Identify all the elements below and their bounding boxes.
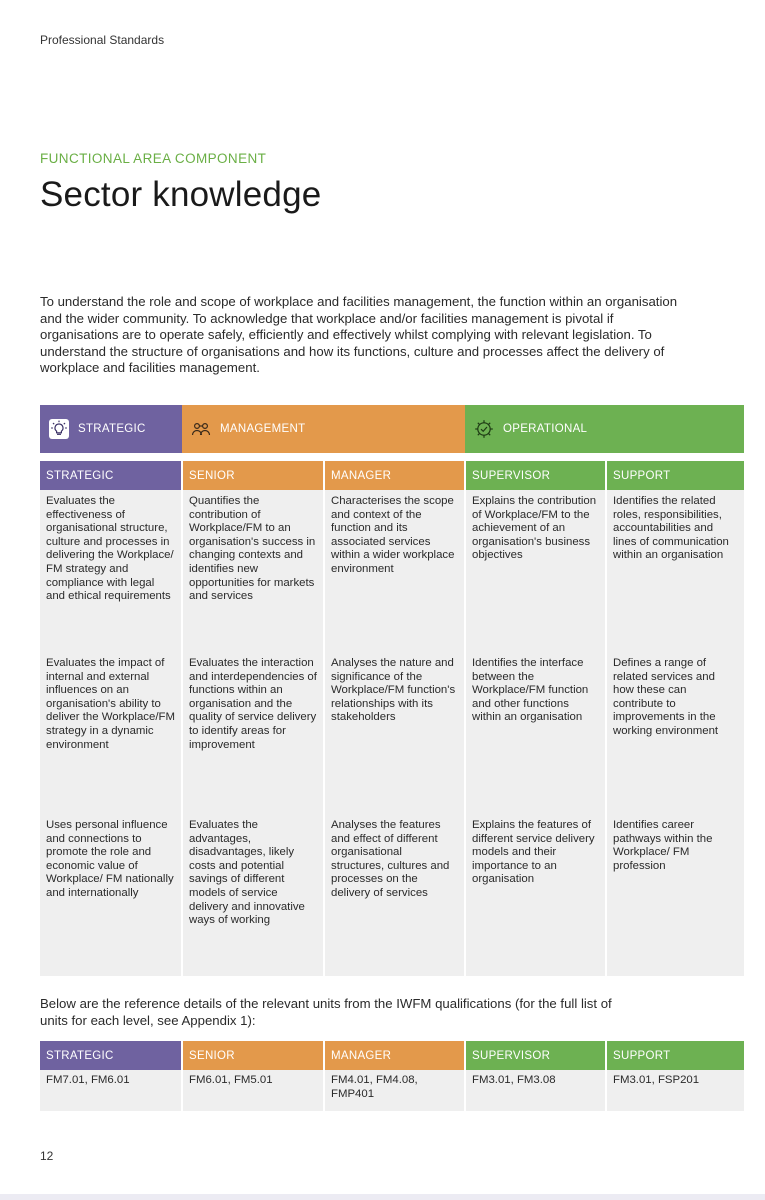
table-cell: Evaluates the effectiveness of organisational structure, culture and processes in delivering the Workplace/ FM strategy and compliance with legal and ethical requirements [40,490,182,652]
col-header-manager: MANAGER [324,461,465,490]
table-cell: Analyses the nature and significance of the Workplace/FM function's relationships with its stakeholders [324,652,465,814]
table-cell: Defines a range of related services and how these can contribute to improvements in the working environment [606,652,744,814]
page-number: 12 [40,1149,54,1163]
units-note: Below are the reference details of the relevant units from the IWFM qualifications (for the full list of units for each level, see Appendix 1): [40,996,612,1028]
col-header-senior: SENIOR [182,461,324,490]
table-cell: Identifies the related roles, responsibilities, accountabilities and lines of communication within an organisation [606,490,744,652]
table-cell: Evaluates the impact of internal and external influences on an organisation's ability to deliver the Workplace/FM strategy in a dynamic environment [40,652,182,814]
bottom-rule [0,1194,765,1200]
units-table [40,1041,744,1111]
units-header-row [40,1041,744,1070]
units-header-strategic: STRATEGIC [40,1041,182,1070]
units-cell: FM4.01, FM4.08, FMP401 [324,1070,465,1111]
table-row [40,490,744,652]
units-header-senior: SENIOR [182,1041,324,1070]
table-cell: Evaluates the advantages, disadvantages, likely costs and potential savings of different models of service delivery and innovative ways of working [182,814,324,976]
table-cell: Evaluates the interaction and interdependencies of functions within an organisation and the quality of service delivery to identify areas for improvement [182,652,324,814]
col-header-support: SUPPORT [606,461,744,490]
units-row [40,1070,744,1111]
table-row [40,652,744,814]
intro-paragraph: To understand the role and scope of workplace and facilities management, the function within an organisation and the wider community. To acknowledge that workplace and/or facilities management is pivotal if organisations are to operate safely, efficiently and effectively whilst complying with relevant legislation. To understand the structure of organisations and how its functions, culture and processes affect the delivery of workplace and facilities management. [40,294,678,376]
table-cell: Explains the features of different service delivery models and their importance to an organisation [465,814,606,976]
page-title: Sector knowledge [40,175,322,214]
band-strategic-label: STRATEGIC [78,423,146,435]
table-cell: Characterises the scope and context of the function and its associated services within a wider workplace environment [324,490,465,652]
lightbulb-icon [48,418,70,440]
units-cell: FM3.01, FM3.08 [465,1070,606,1111]
band-operational [465,405,744,453]
table-header-row [40,461,744,490]
band-strategic [40,405,182,453]
col-header-strategic: STRATEGIC [40,461,182,490]
units-cell: FM7.01, FM6.01 [40,1070,182,1111]
running-head: Professional Standards [40,33,165,47]
band-management [182,405,465,453]
units-header-supervisor: SUPERVISOR [465,1041,606,1070]
table-cell: Analyses the features and effect of different organisational structures, cultures and processes on the delivery of services [324,814,465,976]
table-cell: Explains the contribution of Workplace/FM to the achievement of an organisation's business objectives [465,490,606,652]
units-cell: FM6.01, FM5.01 [182,1070,324,1111]
table-row [40,814,744,976]
table-cell: Identifies the interface between the Workplace/FM function and other functions within an organisation [465,652,606,814]
table-cell: Quantifies the contribution of Workplace/FM to an organisation's success in changing contexts and identifies new opportunities for markets and services [182,490,324,652]
units-header-support: SUPPORT [606,1041,744,1070]
units-cell: FM3.01, FSP201 [606,1070,744,1111]
section-eyebrow: FUNCTIONAL AREA COMPONENT [40,151,267,166]
gear-check-icon [473,418,495,440]
table-cell: Uses personal influence and connections to promote the role and economic value of Workplace/ FM nationally and internationally [40,814,182,976]
band-operational-label: OPERATIONAL [503,423,588,435]
col-header-supervisor: SUPERVISOR [465,461,606,490]
competency-table [40,461,744,976]
band-management-label: MANAGEMENT [220,423,306,435]
units-header-manager: MANAGER [324,1041,465,1070]
people-network-icon [190,418,212,440]
table-cell: Identifies career pathways within the Workplace/ FM profession [606,814,744,976]
